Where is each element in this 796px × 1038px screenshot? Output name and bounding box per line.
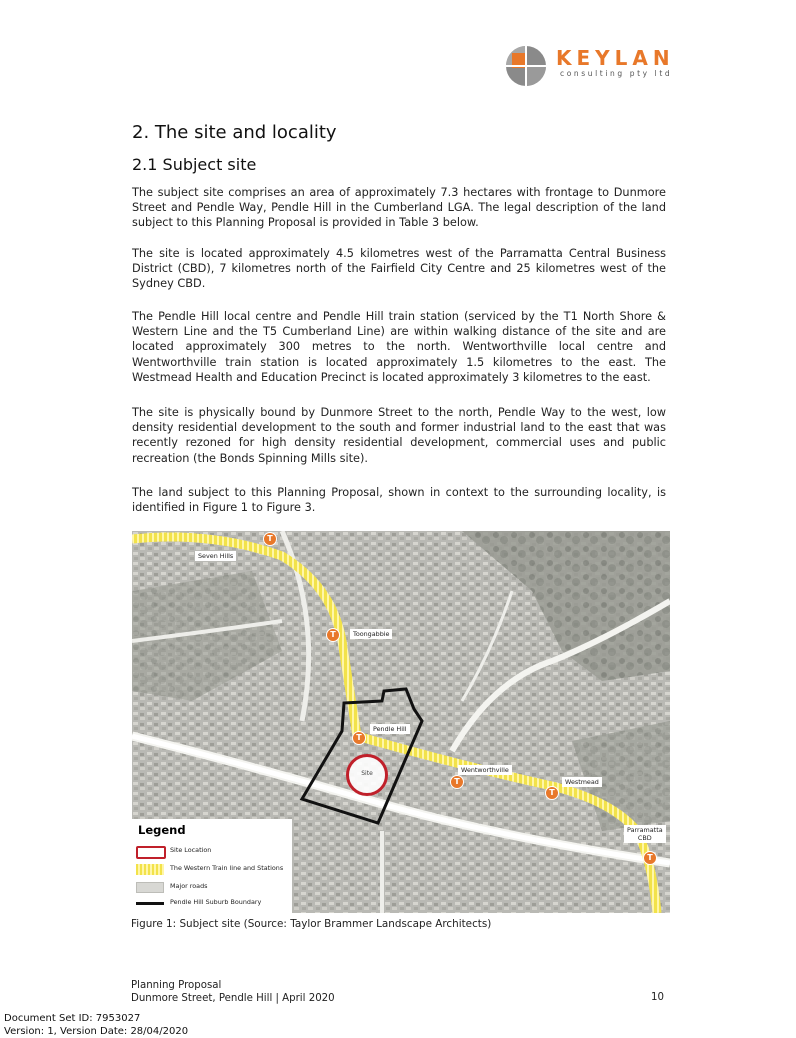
footer-line-1: Planning Proposal — [131, 980, 222, 991]
document-set-id: Document Set ID: 7953027 — [4, 1013, 141, 1024]
site-swatch-icon — [136, 846, 166, 859]
station-toongabbie-icon: T — [326, 628, 340, 642]
legend-label-train: The Western Train line and Stations — [170, 864, 284, 872]
document-version: Version: 1, Version Date: 28/04/2020 — [4, 1026, 189, 1037]
label-parramatta-line2: CBD — [637, 834, 652, 842]
section-heading: 2. The site and locality — [132, 122, 337, 143]
label-pendle-hill: Pendle Hill — [370, 724, 410, 734]
page-footer — [131, 979, 335, 1005]
boundary-swatch-icon — [136, 902, 164, 905]
paragraph-transport: The Pendle Hill local centre and Pendle Hill train station (serviced by the T1 North Shore & Western Line and the T5 Cumberland Line) are within walking distance of the site and are located approximately 300 metres to the north. Wentworthville local centre and Wentworthville train station is located approximately 1.5 kilometres to the east. The Westmead Health and Education Precinct is located approximately 3 kilometres to the east. — [132, 310, 666, 384]
label-seven-hills: Seven Hills — [195, 551, 236, 561]
legend-title: Legend — [138, 823, 186, 837]
label-parramatta — [624, 825, 666, 843]
legend-label-boundary: Pendle Hill Suburb Boundary — [170, 898, 262, 906]
station-wentworthville-icon: T — [450, 775, 464, 789]
paragraph-figures: The land subject to this Planning Proposal, shown in context to the surrounding locality, is identified in Figure 1 to Figure 3. — [132, 486, 666, 515]
map-legend — [132, 819, 292, 913]
site-label: Site — [361, 770, 373, 777]
document-id-stamp — [4, 1012, 188, 1038]
paragraph-location: The site is located approximately 4.5 kilometres west of the Parramatta Central Business District (CBD), 7 kilometres north of the Fairfield City Centre and 25 kilometres west of the Sydney CBD. — [132, 247, 666, 291]
logo-name: KEYLAN — [556, 46, 675, 70]
logo-tagline: consulting pty ltd — [560, 69, 673, 78]
paragraph-site-area: The subject site comprises an area of approximately 7.3 hectares with frontage to Dunmore Street and Pendle Way, Pendle Hill in the Cumberland LGA. The legal description of the land subject to this Planning Proposal is provided in Table 3 below. — [132, 186, 666, 230]
station-parramatta-icon: T — [643, 851, 657, 865]
train-swatch-icon — [136, 864, 164, 875]
site-location-marker — [346, 754, 388, 796]
keylan-logo — [504, 42, 674, 90]
label-wentworthville: Wentworthville — [458, 765, 512, 775]
label-toongabbie: Toongabbie — [350, 629, 392, 639]
legend-label-roads: Major roads — [170, 882, 208, 890]
station-seven-hills-icon: T — [263, 532, 277, 546]
roads-swatch-icon — [136, 882, 164, 893]
station-pendle-hill-icon: T — [352, 731, 366, 745]
keylan-logo-mark-icon — [504, 42, 552, 90]
station-westmead-icon: T — [545, 786, 559, 800]
label-westmead: Westmead — [562, 777, 602, 787]
figure-caption: Figure 1: Subject site (Source: Taylor Brammer Landscape Architects) — [131, 918, 492, 930]
label-parramatta-line1: Parramatta — [627, 826, 663, 834]
locality-map — [132, 531, 670, 913]
page-number: 10 — [651, 992, 664, 1003]
subsection-heading: 2.1 Subject site — [132, 155, 257, 174]
footer-line-2: Dunmore Street, Pendle Hill | April 2020 — [131, 993, 335, 1004]
paragraph-boundaries: The site is physically bound by Dunmore Street to the north, Pendle Way to the west, low density residential development to the south and former industrial land to the east that was recently rezoned for high density residential development, commercial uses and public recreation (the Bonds Spinning Mills site). — [132, 406, 666, 465]
legend-label-site: Site Location — [170, 846, 212, 854]
